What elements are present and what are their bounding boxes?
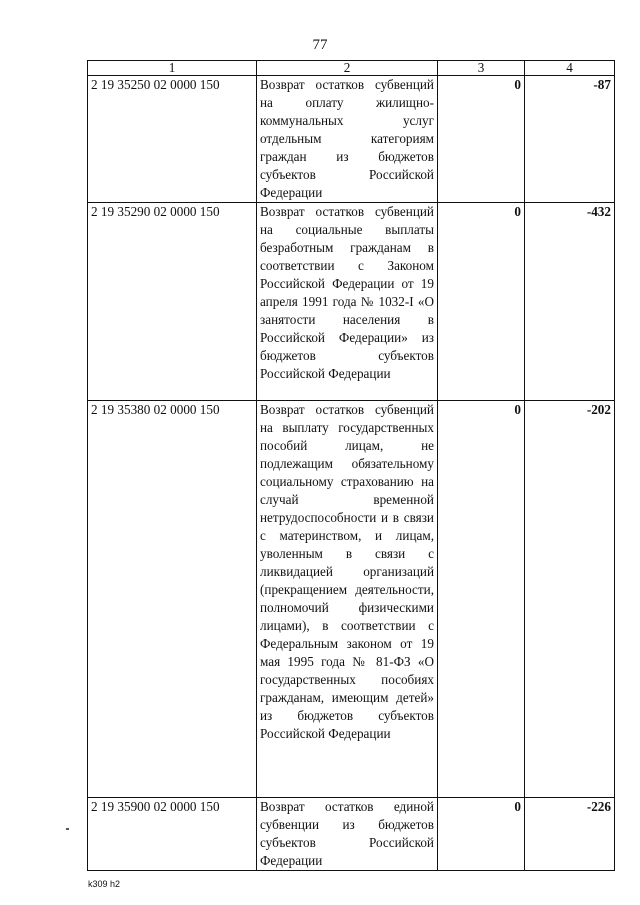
col4-value-cell: -432 <box>525 203 615 401</box>
budget-code-cell: 2 19 35290 02 0000 150 <box>88 203 257 401</box>
footer-document-code: k309 h2 <box>88 879 121 889</box>
col3-value-cell: 0 <box>438 401 525 798</box>
budget-code-cell: 2 19 35900 02 0000 150 <box>88 798 257 871</box>
description-cell: Возврат остатков единой субвенции из бюджетов субъектов Российской Федерации <box>257 798 438 871</box>
budget-code-cell: 2 19 35250 02 0000 150 <box>88 76 257 203</box>
header-col-1: 1 <box>88 61 257 76</box>
table-header-row <box>88 61 615 76</box>
table-row <box>88 798 615 871</box>
budget-table <box>87 60 615 871</box>
description-cell: Возврат остатков субвенций на выплату государственных пособий лицам, не подлежащим обязательному социальному страхованию на случай временной нетрудоспособности и в связи с материнством, и лицам, уволенным в связи с ликвидацией организаций (прекращением деятельности, полномочий физическими лицами), в соответствии с Федеральным законом от 19 мая 1995 года № 81-ФЗ «О государственных пособиях гражданам, имеющим детей» из бюджетов субъектов Российской Федерации <box>257 401 438 798</box>
header-col-2: 2 <box>257 61 438 76</box>
scan-speck <box>66 828 69 830</box>
table-row <box>88 203 615 401</box>
table-row <box>88 401 615 798</box>
table-row <box>88 76 615 203</box>
col4-value-cell: -202 <box>525 401 615 798</box>
col4-value-cell: -87 <box>525 76 615 203</box>
col3-value-cell: 0 <box>438 76 525 203</box>
col3-value-cell: 0 <box>438 798 525 871</box>
col4-value-cell: -226 <box>525 798 615 871</box>
header-col-3: 3 <box>438 61 525 76</box>
budget-code-cell: 2 19 35380 02 0000 150 <box>88 401 257 798</box>
description-cell: Возврат остатков субвенций на оплату жилищно-коммунальных услуг отдельным категориям граждан из бюджетов субъектов Российской Федерации <box>257 76 438 203</box>
header-col-4: 4 <box>525 61 615 76</box>
col3-value-cell: 0 <box>438 203 525 401</box>
description-cell: Возврат остатков субвенций на социальные выплаты безработным гражданам в соответствии с Законом Российской Федерации от 19 апреля 1991 года № 1032-I «О занятости населения в Российской Федерации» из бюджетов субъектов Российской Федерации <box>257 203 438 401</box>
page-number: 77 <box>312 37 328 53</box>
